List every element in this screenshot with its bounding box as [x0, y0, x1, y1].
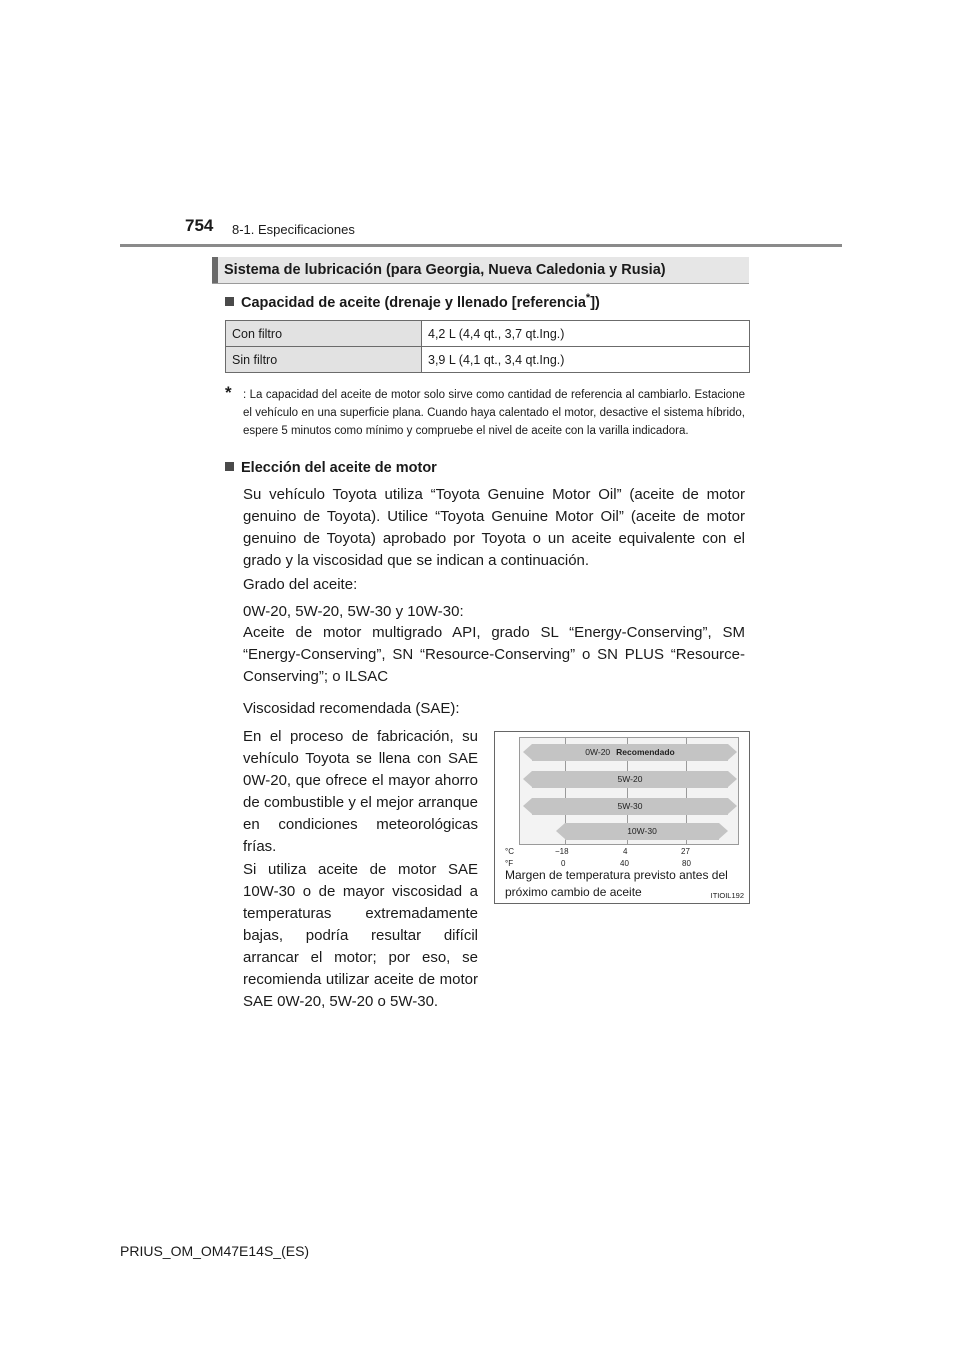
footnote-text: : La capacidad del aceite de motor solo sirve como cantidad de referencia al cambiarlo. Estacione el vehículo en una superficie plana. Cuando haya calentado el motor, desactive el sistema híbrido, espere 5 minutos como mínimo y compruebe el nivel de aceite con la varilla indicadora. [243, 389, 745, 437]
table-cell-value: 4,2 L (4,4 qt., 3,7 qt.Ing.) [422, 321, 750, 347]
page-number: 754 [185, 216, 214, 235]
tick-label-f: 40 [620, 859, 629, 868]
footnote-star: * [225, 383, 232, 402]
oil-capacity-table [225, 320, 750, 373]
table-cell-label: Sin filtro [226, 347, 422, 373]
figure-code: ITIOIL192 [710, 891, 744, 900]
chart-plot-area [519, 737, 739, 845]
axis-unit-fahrenheit: °F [505, 859, 514, 868]
section-accent [212, 257, 218, 283]
chart-caption: Margen de temperatura previsto antes del próximo cambio de aceite [505, 868, 728, 899]
oil-choice-heading: Elección del aceite de motor [225, 460, 437, 476]
cold-start-paragraph: Si utiliza aceite de motor SAE 10W-30 o de mayor viscosidad a temperaturas extremadamente bajas, podría resultar difícil arrancar el motor; por eso, se recomienda utilizar aceite de motor SAE 0W-20, 5W-20 o 5W-30. [243, 861, 478, 1010]
grade-line-2: Aceite de motor multigrado API, grado SL “Energy-Conserving”, SM “Energy-Conserving”, SN “Resource-Conserving” o SN PLUS “Resource-Conserving”; o ILSAC [243, 624, 745, 685]
header-rule [120, 244, 842, 247]
reference-star: * [585, 292, 591, 304]
viscosity-temperature-chart [494, 731, 750, 904]
viscosity-bar-10w30: 10W-30 [565, 823, 719, 840]
tick-label-f: 0 [561, 859, 566, 868]
axis-unit-celsius: °C [505, 847, 514, 856]
oil-choice-paragraph: Su vehículo Toyota utiliza “Toyota Genuine Motor Oil” (aceite de motor genuino de Toyota). Utilice “Toyota Genuine Motor Oil” (aceite de motor genuino de Toyota) aprobado por Toyota o un aceite equivalente con el grado y la viscosidad que se indican a continuación. [243, 486, 745, 569]
tick-label-c: 4 [623, 847, 628, 856]
table-cell-label: Con filtro [226, 321, 422, 347]
section-title-bar [212, 257, 749, 284]
capacity-footnote [225, 383, 745, 440]
tick-label-f: 80 [682, 859, 691, 868]
tick-label-c: 27 [681, 847, 690, 856]
capacity-heading: Capacidad de aceite (drenaje y llenado [referencia*]) [225, 292, 600, 311]
recommended-tag: Recomendado [616, 747, 675, 757]
square-bullet-icon [225, 297, 234, 306]
table-cell-value: 3,9 L (4,1 qt., 3,4 qt.Ing.) [422, 347, 750, 373]
factory-fill-paragraph: En el proceso de fabricación, su vehículo Toyota se llena con SAE 0W-20, que ofrece el mayor ahorro de combustible y el mejor arranque en condiciones meteorológicas frías. [243, 728, 478, 855]
section-title: Sistema de lubricación (para Georgia, Nueva Caledonia y Rusia) [224, 262, 666, 278]
document-footer: PRIUS_OM_OM47E14S_(ES) [120, 1243, 310, 1259]
table-row [226, 347, 750, 373]
viscosity-bar-0w20: 0W-20 Recomendado [532, 744, 728, 761]
viscosity-label: Viscosidad recomendada (SAE): [243, 700, 460, 717]
section-label: 8-1. Especificaciones [232, 222, 355, 237]
viscosity-bar-5w20: 5W-20 [532, 771, 728, 788]
viscosity-bar-5w30: 5W-30 [532, 798, 728, 815]
square-bullet-icon [225, 462, 234, 471]
tick-label-c: −18 [555, 847, 569, 856]
grade-label: Grado del aceite: [243, 576, 358, 593]
table-row [226, 321, 750, 347]
grade-line-1: 0W-20, 5W-20, 5W-30 y 10W-30: [243, 603, 464, 620]
